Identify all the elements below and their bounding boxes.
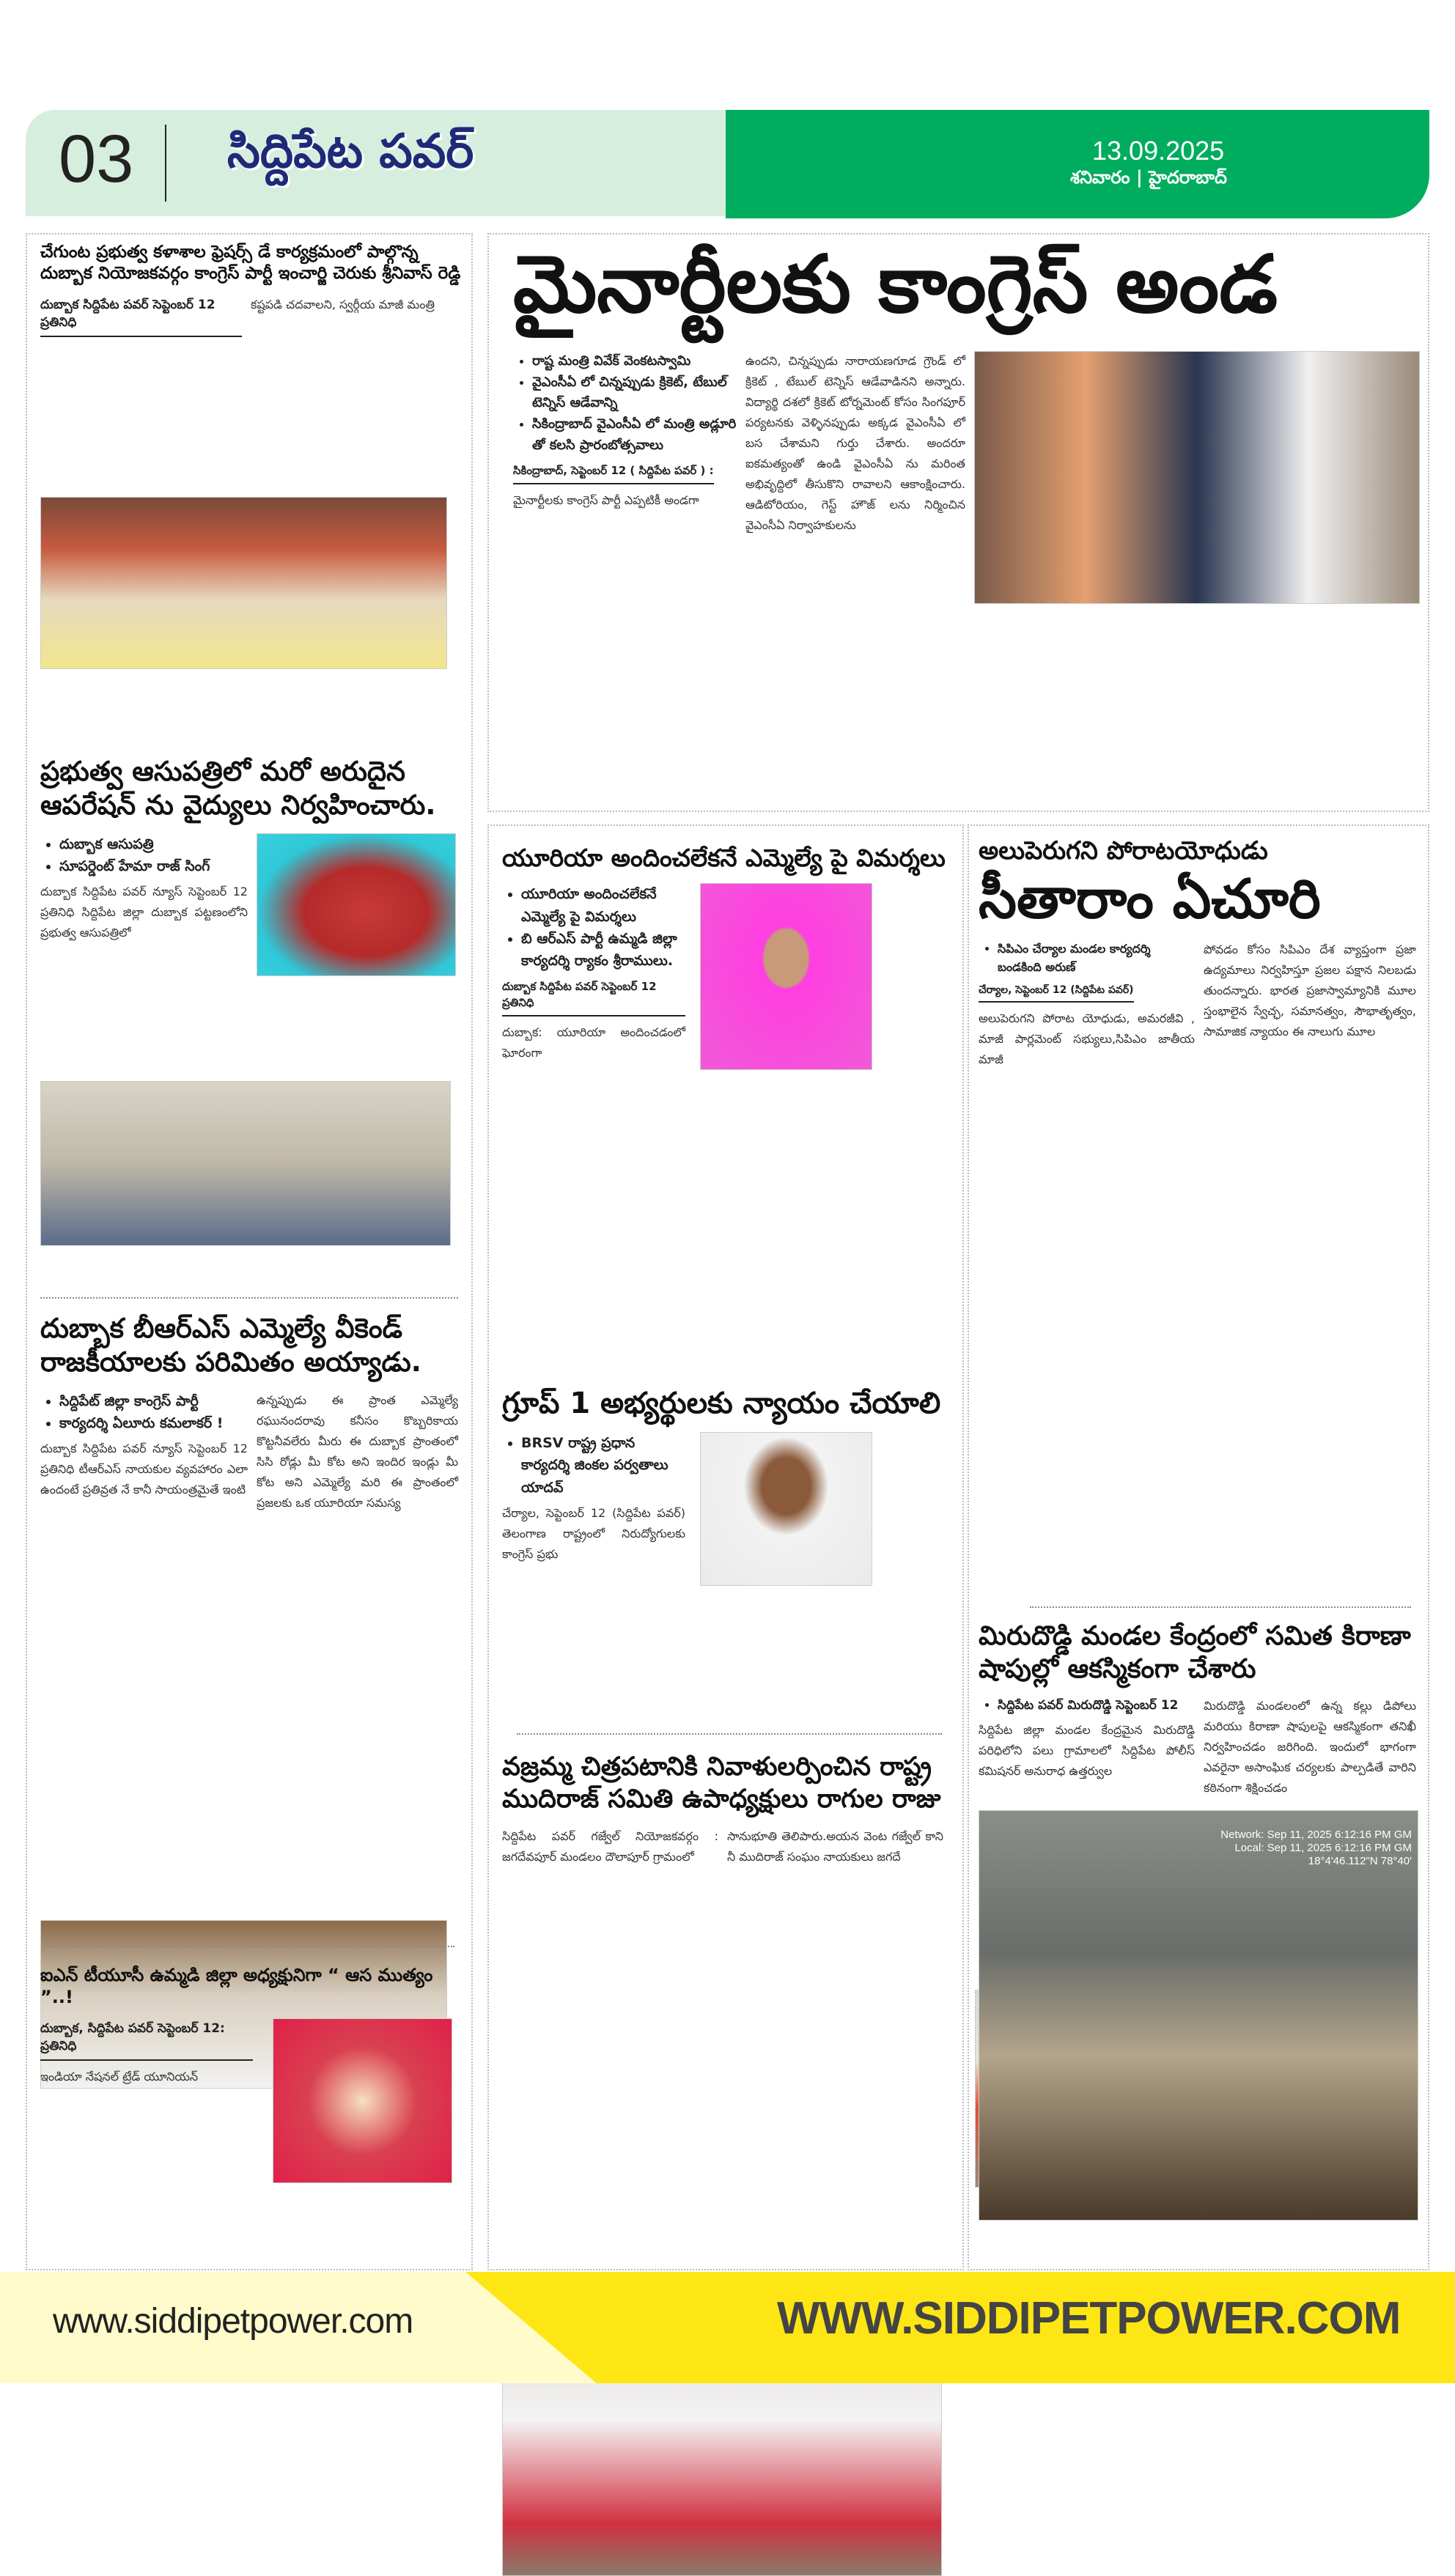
- photo-ryakam-sriramulu: [700, 883, 872, 1070]
- article-bullets: [502, 1432, 685, 1499]
- masthead: సిద్దిపేట పవర్: [227, 125, 474, 179]
- lead-headline: మైనార్టీలకు కాంగ్రెస్ అండ: [513, 239, 1278, 331]
- article-bullets: [502, 883, 685, 973]
- footer-website-link[interactable]: www.siddipetpower.com: [53, 2302, 413, 2341]
- article-body-col2: పోవడం కోసం సిపిఎం దేశ వ్యాప్తంగా ప్రజా ఉద్యమాలు నిర్వహిస్తూ ప్రజల పక్షాన నిలబడు తుందన్నారు. భారత ప్రజాస్వామ్యానికి మూల స్తంభాలైన స్వేచ్ఛ, సమానత్వం, సౌభాతృత్వం, సామాజిక న్యాయం ఈ నాలుగు మూల: [1204, 942, 1416, 1038]
- article-mirudoddi: [979, 1620, 1418, 2221]
- bullet: • రాష్ట మంత్రి వివేక్ వెంకటస్వామి: [532, 351, 737, 372]
- article-body: సిద్దిపేట పవర్ గజ్వేల్ నియోజకవర్గం : జగదేవపూర్ మండలం దౌలాపూర్ గ్రామంలో: [502, 1828, 718, 1864]
- bullet: • వైఎంసీఏ లో చిన్నప్పుడు క్రికెట్, టేబుల్ టెన్నిస్ ఆడేవాన్ని: [532, 372, 737, 415]
- article-body: దుబ్బాక: యూరియా అందించడంలో ఘోరంగా: [502, 1025, 685, 1060]
- header-right-band: [726, 110, 1429, 218]
- article-headline: ఐఎన్ టీయూసీ ఉమ్మడి జిల్లా అధ్యక్షునిగా “ ఆస ముత్యం ”..!: [40, 1965, 433, 2007]
- bullet: • సిపిఎం చేర్యాల మండల కార్యదర్శి బండకింది అరుణ్: [998, 940, 1195, 977]
- article-minorities: [513, 239, 1422, 604]
- photo-ymca-event: [974, 351, 1420, 604]
- article-headline: వజ్రమ్మ చిత్రపటానికి నివాళులర్పించిన రాష్ట్ర ముదిరాజ్ సమితి ఉపాధ్యక్షులు రాగుల రాజు: [502, 1752, 941, 1814]
- issue-day-place: శనివారం | హైదరాబాద్: [1070, 167, 1227, 188]
- article-headline: చేగుంట ప్రభుత్వ కళాశాల ఫ్రెషర్స్ డే కార్యక్రమంలో పాల్గొన్న దుబ్బాక నియోజకవర్గం కాంగ్రెస్ పార్టీ ఇంచార్జి చెరుకు శ్రీనివాస్ రెడ్డి: [40, 243, 461, 283]
- article-headline: యూరియా అందించలేకనే ఎమ్మెల్యే పై విమర్శలు: [502, 844, 946, 872]
- divider: [40, 1297, 458, 1299]
- photo-jinkala-parvathalu: [700, 1432, 872, 1586]
- article-hospital: [40, 755, 462, 976]
- photo-surgery-specimen: [257, 833, 456, 976]
- photo-hospital-staff: [40, 1081, 451, 1246]
- stamp-line: Network: Sep 11, 2025 6:12:16 PM GM: [1220, 1828, 1412, 1841]
- bullet: • సిద్దిపేట పవర్ మిరుదొడ్డి సెప్టెంబర్ 12: [998, 1696, 1195, 1716]
- article-body-col2: ఉన్నప్పుడు ఈ ప్రాంత ఎమ్మెల్యే రఘునందరావు కనీసం కొబ్బరికాయ కొట్టనీవలేరు మీరు ఈ దుబ్బాక ప్రాంతంలో సిసి రోడ్లు మీ కోట అని ఇందిర ఇండ్లు మీ కోట అని ఎమ్మెల్యే మరి ఈ ప్రాంతంలో ప్రజలకు ఒక యూరియా సమస్య: [257, 1392, 458, 1510]
- photo-timestamp: [1220, 1828, 1412, 1868]
- divider: [517, 1733, 942, 1735]
- article-headline: దుబ్బాక బీఆర్ఎస్ ఎమ్మెల్యే వీకెండ్ రాజకీయాలకు పరిమితం అయ్యాడు.: [40, 1313, 421, 1379]
- byline: దుబ్బాక సిద్దిపేట పవర్ సెప్టెంబర్ 12 ప్రతినిధి: [502, 980, 685, 1016]
- bullet: • దుబ్బాక ఆసుపత్రి: [59, 833, 248, 855]
- article-vajramma: [502, 1752, 953, 1867]
- article-urea: [502, 843, 953, 1070]
- byline: దుబ్బాక, సిద్దిపేట పవర్ సెప్టెంబర్ 12: ప్రతినిధి: [40, 2021, 253, 2061]
- article-intuc: [40, 1964, 462, 2183]
- bullet: • BRSV రాష్ట్ర ప్రధాన కార్యదర్శి జింకల పర్వతాలు యాదవ్: [521, 1432, 685, 1499]
- article-kicker: అలుపెరుగని పోరాటయోధుడు: [979, 836, 1268, 866]
- divider: [1030, 1606, 1411, 1608]
- photo-college-event: [40, 497, 447, 669]
- bullet: • సికింద్రాబాద్ వైఎంసీఏ లో మంత్రి అడ్లూరి తో కలసి ప్రారంబోత్సవాలు: [532, 414, 737, 457]
- issue-date: 13.09.2025: [1092, 136, 1225, 166]
- article-body: మైనార్టీలకు కాంగ్రెస్ పార్టీ ఎప్పటికీ అండగా: [513, 492, 699, 507]
- article-group1: [502, 1385, 953, 1586]
- article-sitaram: [979, 835, 1418, 1070]
- article-chegunta: [40, 242, 462, 669]
- article-headline: గ్రూప్ 1 అభ్యర్థులకు న్యాయం చేయాలి: [502, 1387, 941, 1420]
- divider: [44, 1946, 454, 1947]
- bullet: • కార్యదర్శి ఏలూరు కమలాకర్ !: [59, 1412, 248, 1434]
- byline: చేర్యాల, సెప్టెంబర్ 12 (సిద్దిపేట పవర్): [979, 984, 1134, 1003]
- article-body-col2: ఉందని, చిన్నప్పుడు నారాయణగూడ గ్రౌండ్ లో క్రికెట్ , టేబుల్ టెన్నిస్ ఆడేవాడినని అన్నారు. విద్యార్థి దశలో క్రికెట్ టోర్నమెంట్ కోసం సింగపూర్ పర్యటనకు వెళ్ళినప్పుడు అక్కడ వైఎంసీఏ లో బస చేశామని గుర్తు చేశారు. అందరూ ఐకమత్యంతో ఉండి వైఎంసీఏ ను మరింత అభివృద్దిలో తీసుకొని రావాలని ఆకాంక్షించారు. ఆడిటోరియం, గెస్ట్ హౌజ్ లను నిర్మించిన వైఎంసీఏ నిర్వాహకులను: [745, 353, 965, 532]
- article-bullets: [979, 1696, 1195, 1716]
- article-body: కష్టపడి చదవాలని, స్వర్గీయ మాజీ మంత్రి: [251, 297, 435, 311]
- article-bullets: [40, 833, 248, 878]
- article-body: ఇండియా నేషనల్ ట్రేడ్ యూనియన్: [40, 2070, 199, 2084]
- article-body: దుబ్బాక సిద్దిపేట పవర్ న్యూస్ సెప్టెంబర్ 12 ప్రతినిధి సిద్దిపేట జిల్లా దుబ్బాక పట్టణంలోని ప్రభుత్వ ఆసుపత్రిలో: [40, 885, 248, 940]
- article-bullets: [40, 1390, 248, 1435]
- bullet: • యూరియా అందించలేకనే ఎమ్మెల్యే పై విమర్శలు: [521, 883, 685, 928]
- article-body: అలుపెరుగని పోరాట యోధుడు, అమరజీవి , మాజీ పార్లమెంట్ సభ్యులు,సిపిఎం జాతీయ మాజీ: [979, 1011, 1195, 1067]
- article-bullets: [513, 351, 737, 457]
- stamp-line: 18°4'46.112"N 78°40': [1308, 1855, 1412, 1867]
- stamp-line: Local: Sep 11, 2025 6:12:16 PM GM: [1234, 1842, 1412, 1854]
- page-number: 03: [59, 122, 134, 196]
- article-body-col2: మిరుదొడ్డి మండలంలో ఉన్న కల్లు డిపోలు మరియు కిరాణా షాపులపై ఆకస్మికంగా తనిఖీ నిర్వహించడం జరిగింది. ఇందులో భాగంగా ఎవరైనా అసాంఘిక చర్యలకు పాల్పడితే వారిని కఠినంగా శిక్షించడం: [1204, 1699, 1416, 1795]
- bullet: • సిద్దిపేట్ జిల్లా కాంగ్రెస్ పార్టీ: [59, 1390, 248, 1412]
- footer-website-banner[interactable]: WWW.SIDDIPETPOWER.COM: [777, 2293, 1401, 2344]
- article-bullets: [979, 940, 1195, 977]
- article-body: సిద్దిపేట జిల్లా మండల కేంద్రమైన మిరుదొడ్డి పరిధిలోని పలు గ్రామాలలో సిద్దిపేట పోలీస్ కమిషనర్ అనురాధ ఉత్తర్వుల: [979, 1723, 1195, 1779]
- article-body: చేర్యాల, సెప్టెంబర్ 12 (సిద్దిపేట పవర్) తెలంగాణ రాష్ట్రంలో నిరుద్యోగులకు కాంగ్రెస్ ప్రభు: [502, 1506, 685, 1562]
- article-headline: సీతారాం ఏచూరి: [979, 867, 1321, 931]
- bullet: • సూపర్డెంట్ హేమా రాజ్ సింగ్: [59, 855, 248, 877]
- article-body: దుబ్బాక సిద్దిపేట పవర్ న్యూస్ సెప్టెంబర్ 12 ప్రతినిధి టీఆర్ఎస్ నాయకుల వ్యవహారం ఎలా ఉందంటే ప్రతివ్రత నే కానీ సాయంత్రమైతే ఇంటి: [40, 1442, 248, 1497]
- photo-aasa-muthyam: [273, 2018, 452, 2183]
- divider: [165, 125, 166, 202]
- article-headline: ప్రభుత్వ ఆసుపత్రిలో మరో అరుదైన ఆపరేషన్ ను వైద్యులు నిర్వహించారు.: [40, 756, 436, 822]
- article-brs-mla: [40, 1312, 462, 1513]
- photo-police-inspection: [979, 1810, 1418, 2221]
- article-body-col2: సానుభూతి తెలిపారు.అయన వెంట గజ్వేల్ కాని నీ ముదిరాజ్ సంఘం నాయకులు జగదే: [727, 1828, 943, 1864]
- bullet: • బి ఆర్ఎస్ పార్టీ ఉమ్మడి జిల్లా కార్యదర్శి ర్యాకం శ్రీరాములు.: [521, 928, 685, 973]
- byline: దుబ్బాక సిద్దిపేట పవర్ సెప్టెంబర్ 12 ప్రతినిధి: [40, 298, 242, 337]
- article-headline: మిరుదొడ్డి మండల కేంద్రంలో సమిత కిరాణా షాపుల్లో ఆకస్మికంగా చేశారు: [979, 1621, 1411, 1684]
- byline: సికింద్రాబాద్, సెప్టెంబర్ 12 ( సిద్దిపేట పవర్ ) :: [513, 464, 714, 484]
